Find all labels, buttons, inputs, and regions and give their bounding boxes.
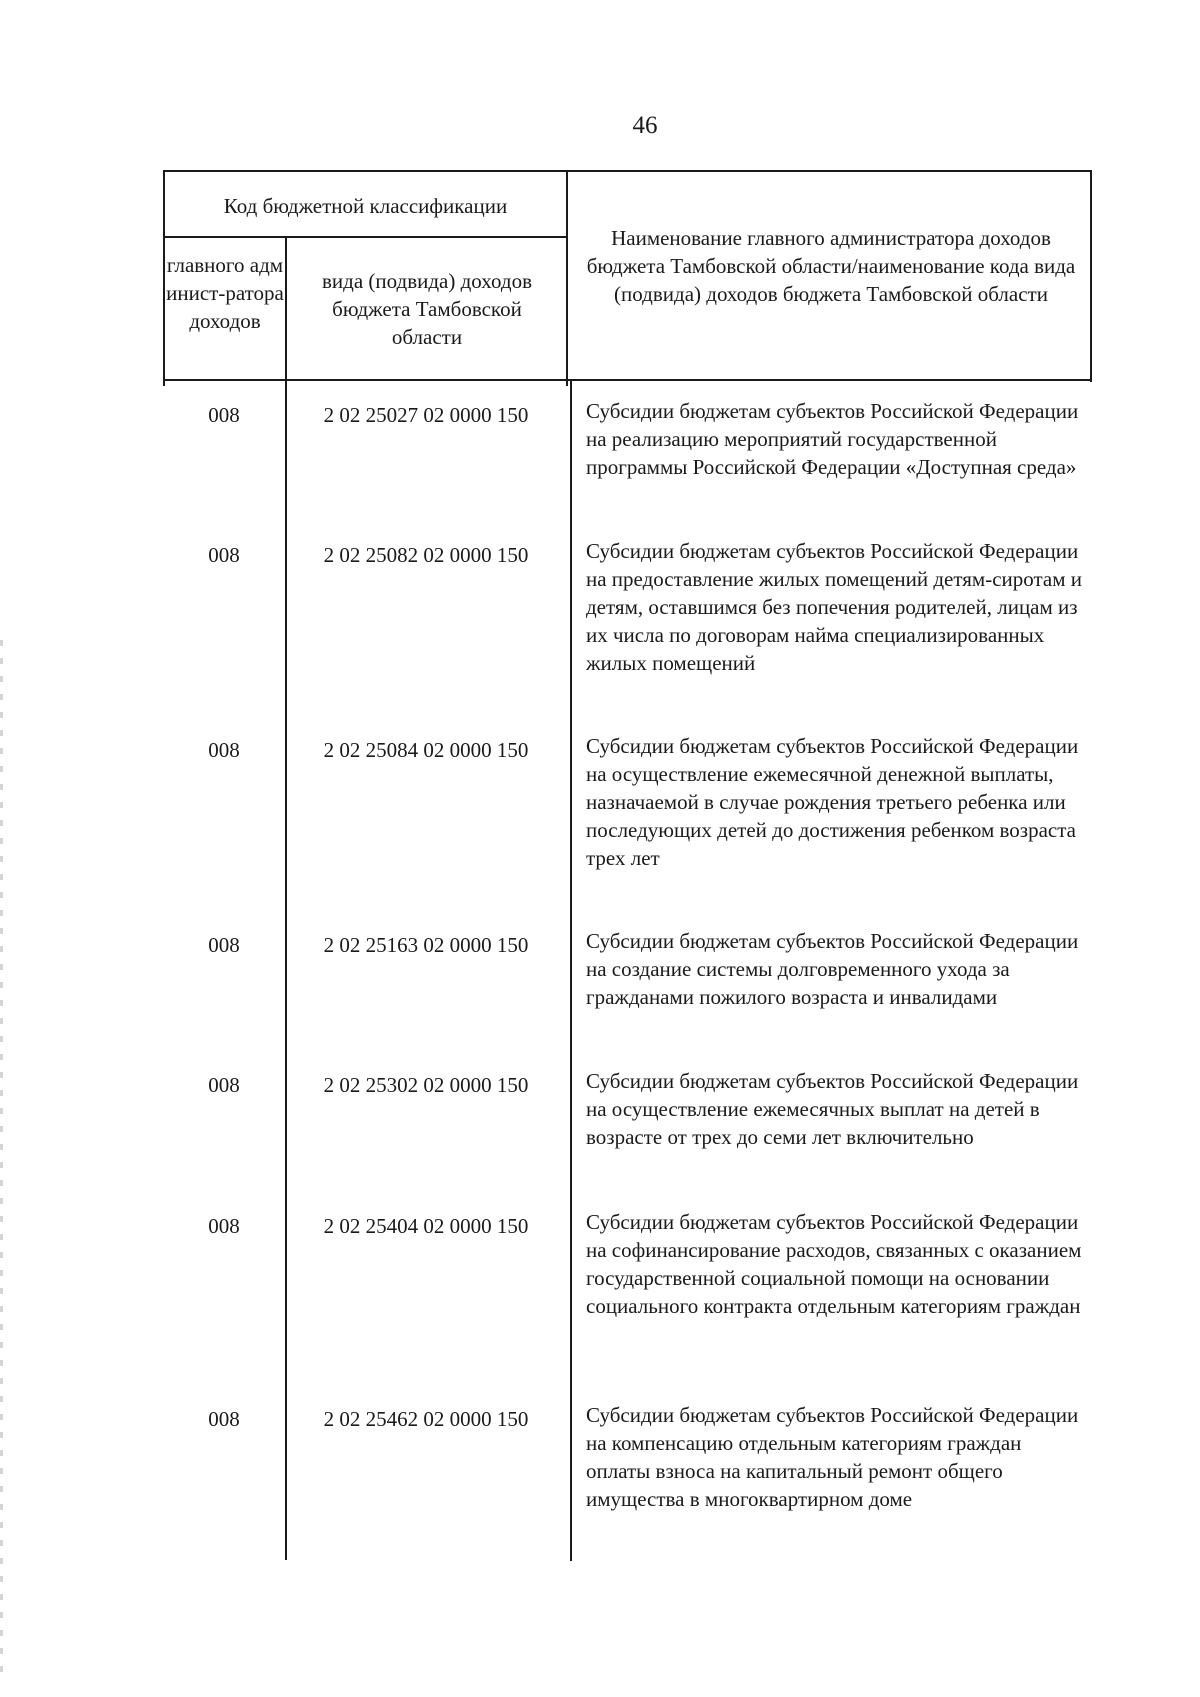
admin-code-cell: 008 xyxy=(208,933,240,957)
header-admin-column: главного админист-ратора доходов xyxy=(166,253,284,333)
header-name-column: Наименование главного администратора доходов бюджета Тамбовской области/наименование кода вида (подвида) доходов бюджета Тамбовской области xyxy=(586,226,1076,306)
scan-edge-artifact xyxy=(0,640,3,1680)
income-name-cell: Субсидии бюджетам субъектов Российской Федерации на создание системы долговременного ухода за гражданами пожилого возраста и инвалидами xyxy=(586,929,1079,1009)
admin-code-cell: 008 xyxy=(208,543,240,567)
admin-code-cell: 008 xyxy=(208,1073,240,1097)
income-code-cell: 2 02 25302 02 0000 150 xyxy=(323,1073,529,1097)
income-code-cell: 2 02 25082 02 0000 150 xyxy=(323,543,529,567)
income-code-cell: 2 02 25027 02 0000 150 xyxy=(323,403,529,427)
income-code-cell: 2 02 25404 02 0000 150 xyxy=(323,1214,529,1238)
income-name-cell: Субсидии бюджетам субъектов Российской Федерации на реализацию мероприятий государственной программы Российской Федерации «Доступная среда» xyxy=(586,399,1079,479)
admin-code-cell: 008 xyxy=(208,403,240,427)
income-name-cell: Субсидии бюджетам субъектов Российской Федерации на софинансирование расходов, связанных с оказанием государственной социальной помощи на основании социального контракта отдельным категориям граждан xyxy=(586,1210,1082,1318)
admin-code-cell: 008 xyxy=(208,1214,240,1238)
header-code-column: вида (подвида) доходов бюджета Тамбовской области xyxy=(322,269,532,349)
admin-code-cell: 008 xyxy=(208,738,240,762)
income-code-cell: 2 02 25084 02 0000 150 xyxy=(323,738,529,762)
income-code-cell: 2 02 25462 02 0000 150 xyxy=(323,1407,529,1431)
income-name-cell: Субсидии бюджетам субъектов Российской Федерации на осуществление ежемесячной денежной выплаты, назначаемой в случае рождения третьего ребенка или последующих детей до достижения ребенком возраста трех лет xyxy=(586,734,1079,870)
admin-code-cell: 008 xyxy=(208,1407,240,1431)
header-group-title: Код бюджетной классификации xyxy=(223,194,508,218)
income-name-cell: Субсидии бюджетам субъектов Российской Федерации на осуществление ежемесячных выплат на детей в возрасте от трех до семи лет включительно xyxy=(586,1069,1079,1149)
page-number: 46 xyxy=(632,112,658,139)
income-name-cell: Субсидии бюджетам субъектов Российской Федерации на предоставление жилых помещений детям-сиротам и детям, оставшимся без попечения родителей, лицам из их числа по договорам найма специализированных жилых помещений xyxy=(586,539,1083,675)
income-code-cell: 2 02 25163 02 0000 150 xyxy=(323,933,529,957)
income-name-cell: Субсидии бюджетам субъектов Российской Федерации на компенсацию отдельным категориям граждан оплаты взноса на капитальный ремонт общего имущества в многоквартирном доме xyxy=(586,1403,1079,1511)
